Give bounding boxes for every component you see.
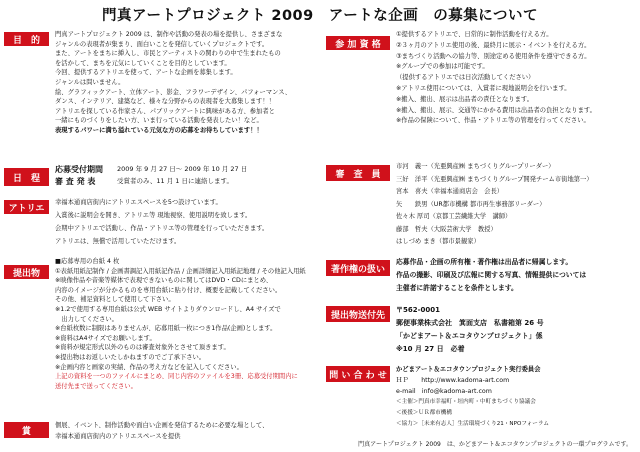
copyright-line: 応募作品・企画の所有権・著作権は出品者に帰属します。 [396, 258, 573, 266]
conditions-line: ①提供するアトリエで、日常的に制作活動を行える方。 [396, 31, 553, 38]
judge-line: 佐々木 厚司（京都工芸繊維大学 講師） [396, 213, 512, 220]
copyright-line: 主催者に許諾することを条件とします。 [396, 284, 518, 292]
contact-section [326, 364, 636, 436]
atelier-section [4, 196, 322, 256]
contact-line: ＜後援＞ＵＲ都市機構 [396, 410, 452, 416]
schedule-key: 応募受付期間 [55, 165, 103, 175]
submission-line: ※資料はA4サイズでお願いします。 [55, 334, 156, 342]
purpose-line: を活かして、まちを元気にしていくことを目的としています。 [55, 59, 231, 67]
copyright-section [326, 256, 636, 300]
contact-line: ＜協力＞［未来有志人］生活環境づくり21・NPOフォーラム [396, 421, 549, 427]
purpose-line: ジャンルは問いません。 [55, 78, 125, 86]
atelier-line: 会期中アトリエで活動し、作品・アトリエ等の管理を行っていただきます。 [55, 225, 269, 232]
conditions-line: ③まちづくり活動への協力等、別途定める使用条件を遵守できる方。 [396, 52, 591, 60]
submission-line: ①表紙用紙記制作 / 企画書調記入用紙記作品 / 企画詳細記入用紙記地理 / その他記入用紙 [55, 267, 306, 275]
copyright-text [396, 256, 636, 295]
atelier-line: アトリエは、無償で活用していただけます。 [55, 238, 181, 245]
judge-line: 三好 洋平（光亜興産㈱ まちづくりグループ開発チーム市街地第一） [396, 175, 593, 183]
schedule-row [55, 164, 322, 176]
copyright-label: 著作権の扱い [326, 260, 390, 276]
atelier-label: アトリエ [4, 200, 49, 214]
prize-line: 幸福本通商店街内のアトリエスペースを提供 [55, 433, 181, 440]
submission-line: ■応募専用の台紙 4 枚 [55, 258, 120, 265]
purpose-line: 門真アートプロジェクト 2009 は、制作や活動の発表の場を提供し、さまざまな [55, 31, 283, 38]
contact-line: かどまアート＆エコタウンプロジェクト実行委員会 [396, 366, 541, 373]
address-label: 提出物送付先 [326, 306, 390, 322]
judge-line: 市河 義一（光亜興産㈱ まちづくりグループリーダー） [396, 163, 555, 170]
purpose-line: 絵、グラフィックアート、立体アート、影金、フラワーデザイン、パフォーマンス、 [55, 88, 292, 96]
contact-label: 問 い 合 わ せ [326, 366, 390, 382]
schedule-key: 審 査 発 表 [55, 177, 96, 187]
purpose-line: ジャンルの表現者が集まり、面白いことを発信していくプロジェクトです。 [55, 40, 269, 48]
atelier-text [55, 196, 322, 248]
atelier-line: 入賞後に説明会を開き、アトリエ等 現地視察、使用説明を致します。 [55, 212, 252, 219]
submission-label: 提出物 [4, 265, 49, 279]
contact-email[interactable]: e-mail info@kadoma-art.com [396, 388, 492, 395]
judge-line: 藤部 哲夫（大阪芸術大学 教授） [396, 225, 497, 233]
submission-text [55, 257, 322, 391]
purpose-line: また、アートをまちに挿入し、市民とアーティストの関わりの中で生まれたもの [55, 50, 281, 58]
address-line: 〒562-0001 [396, 306, 440, 314]
judges-text [396, 161, 636, 249]
submission-line: ※1.2で使用する専用台紙は公式 WEB サイトよりダウンロードし、A4 サイズで [55, 305, 281, 313]
prize-section [4, 420, 322, 446]
submission-line: 上記の資料を一つのファイルにまとめ、同じ内容のファイルを3冊、応募受付期間内に [55, 373, 298, 381]
judges-section [326, 161, 636, 253]
judge-line: 宮本 喜夫（幸福本通商店会 会長） [396, 188, 504, 195]
footer-note: 門真アートプロジェクト 2009 は、かどまアート＆エコタウンプロジェクトの一環プログラムです。 [358, 441, 632, 448]
conditions-section [326, 30, 636, 130]
contact-line: ＜主催＞門真市幸福町・垣内町・中町まちづくり協議会 [396, 399, 536, 405]
schedule-value: 受賞者のみ、11 月 1 日に連絡します。 [117, 177, 233, 186]
submission-line: その他、補足資料として使用して下さい。 [55, 296, 175, 304]
schedule-value: 2009 年 9 月 27 日～ 2009 年 10 月 27 日 [117, 165, 248, 174]
purpose-label: 目 的 [4, 32, 49, 46]
purpose-text [55, 30, 322, 136]
prize-text [55, 420, 322, 442]
atelier-line: 幸福本通商店街内にアトリエスペースを5つ設けています。 [55, 199, 222, 206]
judge-line: はしづめ まき（都市景観家） [396, 238, 480, 245]
schedule-row [55, 176, 322, 188]
purpose-section [4, 30, 322, 160]
judges-label: 審 査 員 [326, 165, 390, 181]
schedule-label: 日 程 [4, 168, 49, 186]
conditions-line: ※搬入、搬出、展示は出品者の責任となります。 [396, 95, 534, 103]
prize-label: 賞 [4, 422, 49, 438]
purpose-line: アトリエを探している作家さん、パブリックアートに興味がある方、参加者と [55, 107, 275, 115]
page-title: 門真アートプロジェクト 2009 アートな企画 の募集について [101, 8, 539, 24]
conditions-line: ※搬入、搬出、展示、交通等にかかる費用は出品者の負担となります。 [396, 106, 596, 114]
schedule-text [55, 164, 322, 188]
submission-line: 内容のイメージが分かるものを専用台紙に貼り付け、概要を記載してください。 [55, 286, 282, 294]
purpose-line: 今回、提供するアトリエを使って、アートな企画を募集します。 [55, 69, 237, 77]
address-line: 郵便事業株式会社 箕面支店 私書箱第 26 号 [396, 319, 544, 327]
conditions-text [396, 30, 636, 127]
conditions-label: 参 加 資 格 [326, 36, 390, 50]
conditions-line: （提供するアトリエでは日次活動してください） [396, 74, 535, 82]
submission-line: 送付先まで送ってください。 [55, 382, 137, 390]
submission-section [4, 257, 322, 393]
submission-line: ※企画内容と画家の実績、作品の考え方などを記入してください。 [55, 363, 243, 371]
contact-homepage[interactable]: ＨＰ http://www.kadoma-art.com [396, 377, 510, 384]
address-line: 「かどまアート＆エコタウンプロジェクト」係 [396, 332, 543, 340]
conditions-line: ※グループでの参加は可能です。 [396, 63, 489, 71]
purpose-line: ダンス、インテリア、建築など、様々な分野からの表現者を大募集します！！ [55, 98, 275, 106]
purpose-line: 表現するパワーに満ち溢れている元気な方の応募をお待ちしています！！ [55, 126, 263, 134]
submission-line: 出力してください。 [55, 315, 118, 323]
conditions-line: ※作品の保険について、作品・アトリエ等の管理を行ってください。 [396, 117, 590, 125]
submission-line: ※映像作品や音楽等媒体で表現できないものに関してはDVD・CDにまとめ、 [55, 277, 273, 285]
address-line: ※10 月 27 日 必着 [396, 345, 465, 353]
submission-line: ※台紙枚数に制限はありませんが、応募用紙一枚につき1作品(企画)とします。 [55, 325, 277, 333]
judge-line: 矢 鉄男（UR都市機構 都市再生事務部リーダー） [396, 200, 546, 208]
copyright-line: 作品の撮影、印刷及び広報に関する写真、情報提供については [396, 271, 587, 279]
submission-line: ※提出物はお返しいたしかねますのでご了承下さい。 [55, 353, 206, 361]
address-text [396, 304, 636, 356]
conditions-line: ②３ヶ月のアトリエ使用の後、最終月に展示・イベントを行える方。 [396, 41, 591, 49]
contact-text [396, 364, 636, 430]
purpose-line: 一緒にものづくりをしたい方、いま行っている活動を発表したい！など。 [55, 117, 263, 125]
prize-line: 個展、イベント、制作活動や面白い企画を発信するために必要な場として、 [55, 422, 269, 429]
submission-line: ※資料が規定形式以外のものは審査対象外とさせて頂きます。 [55, 344, 230, 352]
conditions-line: ※アトリエ使用については、入賞者に現地説明会を行います。 [396, 84, 571, 92]
address-section [326, 304, 636, 358]
schedule-section [4, 164, 322, 194]
